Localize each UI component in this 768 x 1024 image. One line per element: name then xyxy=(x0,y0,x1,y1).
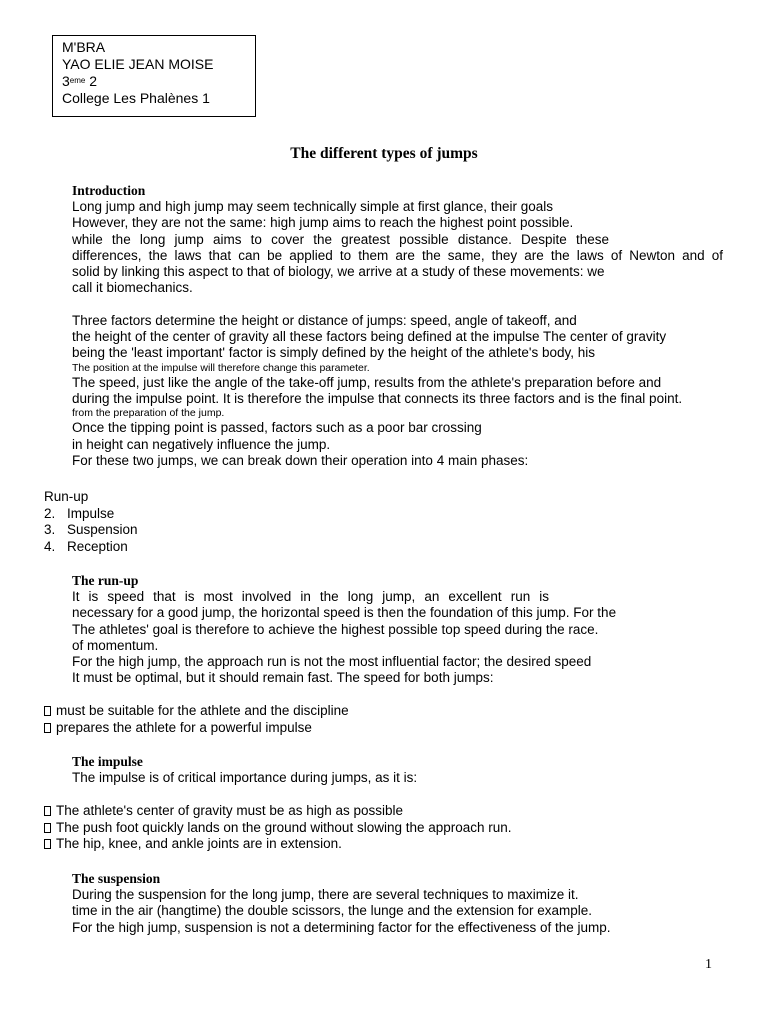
list-item: Run-up xyxy=(44,489,89,504)
bullet-item: The hip, knee, and ankle joints are in extension. xyxy=(44,836,512,853)
paragraph-line: The speed, just like the angle of the take-off jump, results from the athlete's preparation before and xyxy=(72,374,662,390)
phases-list xyxy=(44,489,138,555)
class-suffix: 2 xyxy=(85,73,98,89)
paragraph-line: For the high jump, the approach run is not the most influential factor; the desired speed xyxy=(72,654,592,670)
bullet-item: The athlete's center of gravity must be as high as possible xyxy=(44,803,512,820)
paragraph-line: being the 'least important' factor is simply defined by the height of the athlete's body, his xyxy=(72,345,596,361)
bullet-box-icon xyxy=(44,806,51,816)
author-name: YAO ELIE JEAN MOISE xyxy=(62,56,214,72)
page-number: 1 xyxy=(705,957,712,972)
impulse-bullets xyxy=(44,803,512,853)
paragraph-line: Long jump and high jump may seem technically simple at first glance, their goals xyxy=(72,199,553,214)
paragraph-line: It must be optimal, but it should remain fast. The speed for both jumps: xyxy=(72,670,494,686)
bullet-box-icon xyxy=(44,706,51,716)
paragraph-line: time in the air (hangtime) the double scissors, the lunge and the extension for example. xyxy=(72,903,593,919)
class-number: 3 xyxy=(62,73,70,89)
paragraph-line: solid by linking this aspect to that of biology, we arrive at a study of these movements: we xyxy=(72,264,605,280)
paragraph-line: Three factors determine the height or distance of jumps: speed, angle of takeoff, and xyxy=(72,312,577,328)
runup-heading: The run-up xyxy=(72,573,139,588)
list-item: 3. Suspension xyxy=(44,522,138,537)
paragraph-line: It is speed that is most involved in the long jump, an excellent run is xyxy=(72,589,549,604)
runup-section xyxy=(72,572,732,687)
class-superscript: eme xyxy=(69,76,86,85)
bullet-item: The push foot quickly lands on the ground without slowing the approach run. xyxy=(44,820,512,837)
introduction-section xyxy=(72,182,732,469)
paragraph-line: However, they are not the same: high jump aims to reach the highest point possible. xyxy=(72,215,574,231)
paragraph-line: of momentum. xyxy=(72,637,159,653)
suspension-heading: The suspension xyxy=(72,871,161,886)
paragraph-line: For the high jump, suspension is not a determining factor for the effectiveness of the jump. xyxy=(72,919,611,935)
runup-bullets xyxy=(44,703,349,736)
document-title: The different types of jumps xyxy=(290,145,478,162)
small-note: The position at the impulse will therefore change this parameter. xyxy=(72,361,370,374)
paragraph-line: while the long jump aims to cover the greatest possible distance. Despite these xyxy=(72,231,609,247)
bullet-box-icon xyxy=(44,823,51,833)
paragraph-line: during the impulse point. It is therefore the impulse that connects its three factors and is the final point. xyxy=(72,390,683,406)
paragraph-line: During the suspension for the long jump, there are several techniques to maximize it. xyxy=(72,887,579,902)
author-surname: M'BRA xyxy=(62,39,106,55)
paragraph-line: Once the tipping point is passed, factors such as a poor bar crossing xyxy=(72,420,482,436)
paragraph-line: necessary for a good jump, the horizontal speed is then the foundation of this jump. For the xyxy=(72,605,617,621)
paragraph-line: in height can negatively influence the jump. xyxy=(72,436,331,452)
author-school: College Les Phalènes 1 xyxy=(62,90,210,106)
small-note: from the preparation of the jump. xyxy=(72,407,225,420)
author-class xyxy=(62,73,255,90)
impulse-heading: The impulse xyxy=(72,754,143,769)
suspension-section xyxy=(72,870,732,936)
author-box xyxy=(52,35,256,117)
impulse-section xyxy=(72,753,732,786)
paragraph-line: For these two jumps, we can break down their operation into 4 main phases: xyxy=(72,452,529,468)
paragraph-line: differences, the laws that can be applied to them are the same, they are the laws of Newton and of xyxy=(72,247,723,263)
paragraph-line: The impulse is of critical importance during jumps, as it is: xyxy=(72,770,418,785)
bullet-item: prepares the athlete for a powerful impulse xyxy=(44,720,349,737)
list-item: 2. Impulse xyxy=(44,505,115,521)
paragraph-line: the height of the center of gravity all these factors being defined at the impulse The center of gravity xyxy=(72,329,667,345)
paragraph-line: call it biomechanics. xyxy=(72,280,193,296)
bullet-box-icon xyxy=(44,839,51,849)
paragraph-line: The athletes' goal is therefore to achieve the highest possible top speed during the race. xyxy=(72,621,599,637)
list-item: 4. Reception xyxy=(44,538,128,554)
introduction-heading: Introduction xyxy=(72,183,146,198)
bullet-box-icon xyxy=(44,723,51,733)
bullet-item: must be suitable for the athlete and the discipline xyxy=(44,703,349,720)
